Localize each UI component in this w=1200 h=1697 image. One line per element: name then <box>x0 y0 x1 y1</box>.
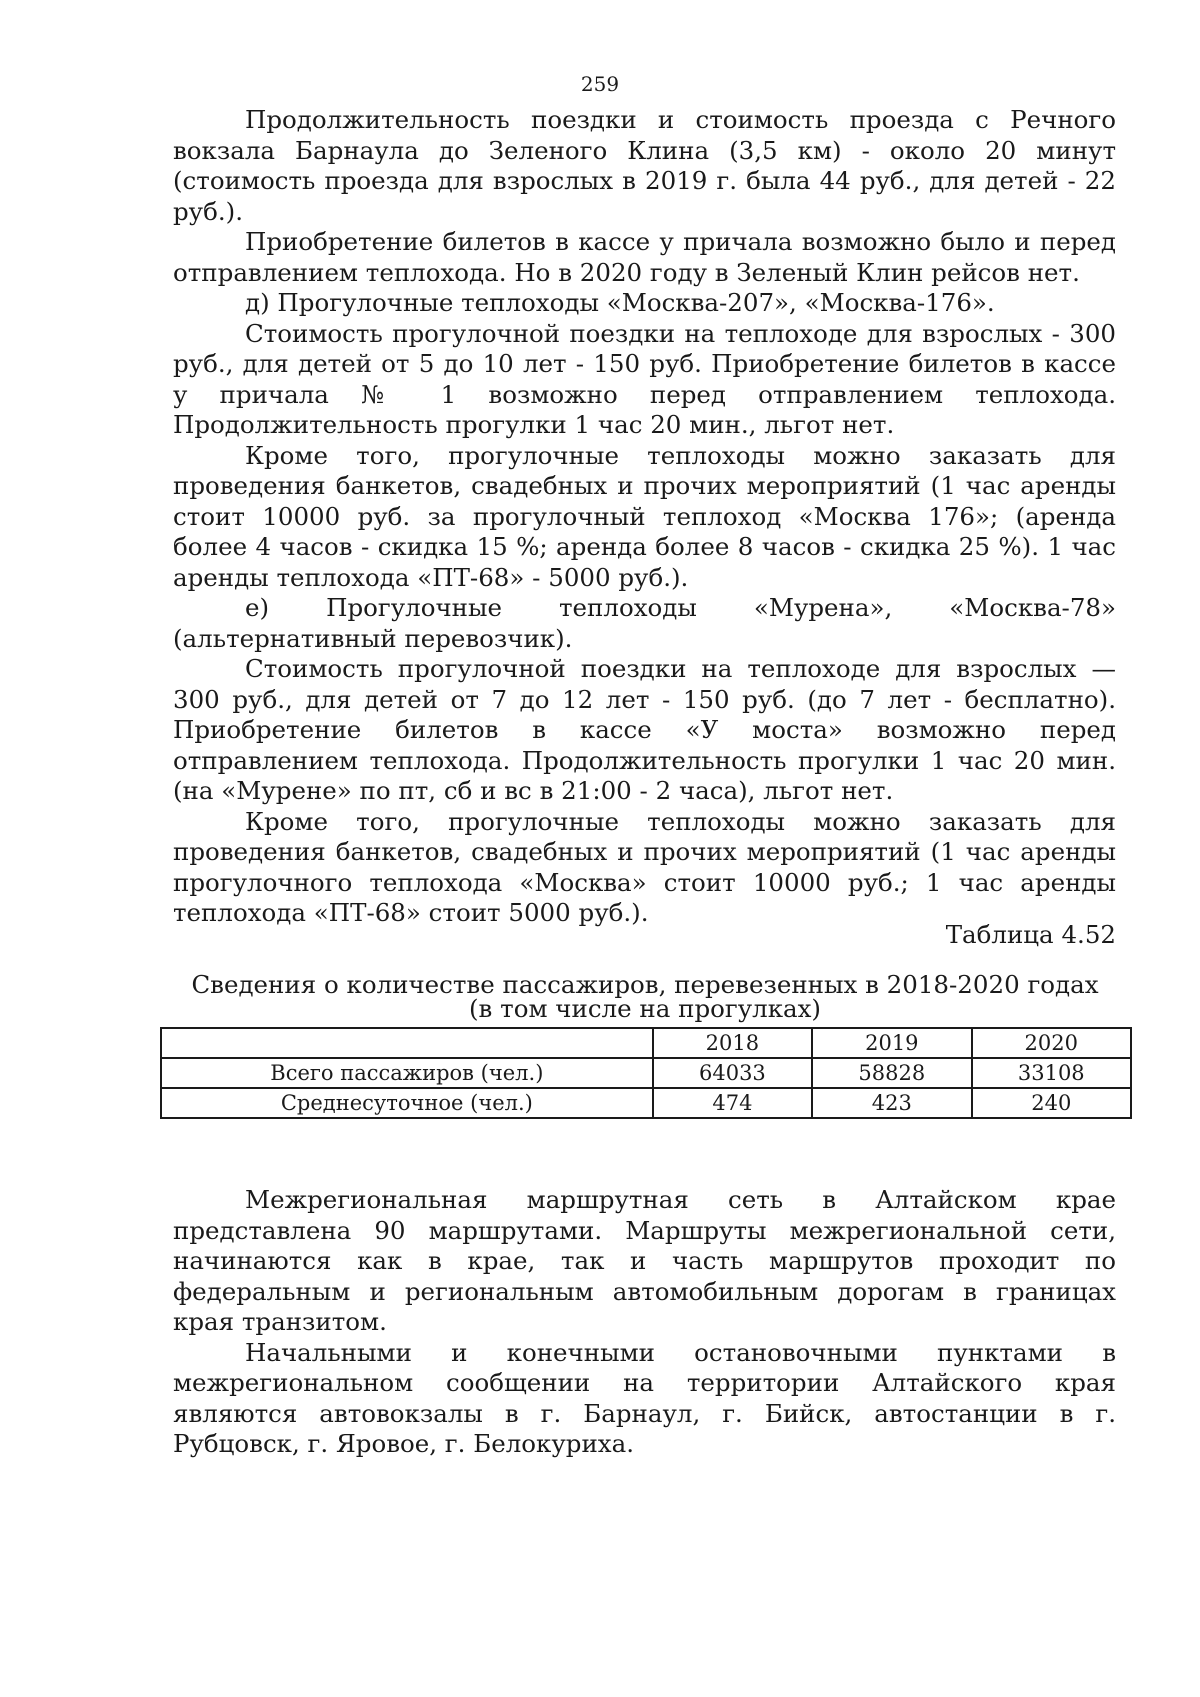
table-row <box>161 1088 1131 1118</box>
table-caption-line2: (в том числе на прогулках) <box>469 994 821 1023</box>
paragraph: Продолжительность поездки и стоимость проезда с Речного вокзала Барнаула до Зеленого Клина (3,5 км) - около 20 минут (стоимость проезда для взрослых в 2019 г. была 44 руб., для детей - 22 руб.). <box>173 105 1116 226</box>
table-cell: 58828 <box>812 1058 971 1088</box>
table-header-year: 2019 <box>812 1028 971 1058</box>
paragraph: Стоимость прогулочной поездки на теплоходе для взрослых — 300 руб., для детей от 7 до 12 лет - 150 руб. (до 7 лет - бесплатно). Приобретение билетов в кассе «У моста» возможно перед отправлением теплохода. Продолжительность прогулки 1 час 20 мин. (на «Мурене» по пт, сб и вс в 21:00 - 2 часа), льгот нет. <box>173 654 1116 805</box>
paragraph: Кроме того, прогулочные теплоходы можно заказать для проведения банкетов, свадебных и прочих мероприятий (1 час аренды стоит 10000 руб. за прогулочный теплоход «Москва 176»; (аренда более 4 часов - скидка 15 %; аренда более 8 часов - скидка 25 %). 1 час аренды теплохода «ПТ-68» - 5000 руб.). <box>173 440 1116 592</box>
table-number-label: Таблица 4.52 <box>945 920 1116 949</box>
table-caption <box>160 970 1130 1023</box>
table-row-label: Всего пассажиров (чел.) <box>161 1058 653 1088</box>
paragraph: Кроме того, прогулочные теплоходы можно заказать для проведения банкетов, свадебных и прочих мероприятий (1 час аренды прогулочного теплохода «Москва» стоит 10000 руб.; 1 час аренды теплохода «ПТ-68» стоит 5000 руб.). <box>173 806 1116 927</box>
paragraph: Межрегиональная маршрутная сеть в Алтайском крае представлена 90 маршрутами. Маршруты межрегиональной сети, начинаются как в крае, так и часть маршрутов проходит по федеральным и региональным автомобильным дорогам в границах края транзитом. <box>173 1185 1116 1336</box>
paragraph: Стоимость прогулочной поездки на теплоходе для взрослых - 300 руб., для детей от 5 до 10 лет - 150 руб. Приобретение билетов в кассе у причала № 1 возможно перед отправлением теплохода. Продолжительность прогулки 1 час 20 мин., льгот нет. <box>173 318 1116 439</box>
table-cell: 240 <box>972 1088 1131 1118</box>
table-header-empty <box>161 1028 653 1058</box>
table-row-label: Среднесуточное (чел.) <box>161 1088 653 1118</box>
paragraph: Приобретение билетов в кассе у причала возможно было и перед отправлением теплохода. Но в 2020 году в Зеленый Клин рейсов нет. <box>173 227 1116 287</box>
paragraph: Начальными и конечными остановочными пунктами в межрегиональном сообщении на территории Алтайского края являются автовокзалы в г. Барнаул, г. Бийск, автостанции в г. Рубцовск, г. Яровое, г. Белокуриха. <box>173 1337 1116 1458</box>
body-text-bottom <box>173 1185 1116 1460</box>
table-cell: 474 <box>653 1088 812 1118</box>
table-row <box>161 1058 1131 1088</box>
table-cell: 64033 <box>653 1058 812 1088</box>
table-header-year: 2020 <box>972 1028 1131 1058</box>
table-cell: 423 <box>812 1088 971 1118</box>
paragraph: д) Прогулочные теплоходы «Москва-207», «Москва-176». <box>245 288 995 317</box>
table-cell: 33108 <box>972 1058 1131 1088</box>
body-text-top <box>173 105 1116 929</box>
table-caption-line1: Сведения о количестве пассажиров, перевезенных в 2018-2020 годах <box>191 970 1099 999</box>
passenger-stats-table <box>160 1027 1132 1119</box>
page-number: 259 <box>580 72 620 96</box>
paragraph: е) Прогулочные теплоходы «Мурена», «Москва-78» (альтернативный перевозчик). <box>173 593 1116 653</box>
table-header-year: 2018 <box>653 1028 812 1058</box>
table-header-row <box>161 1028 1131 1058</box>
